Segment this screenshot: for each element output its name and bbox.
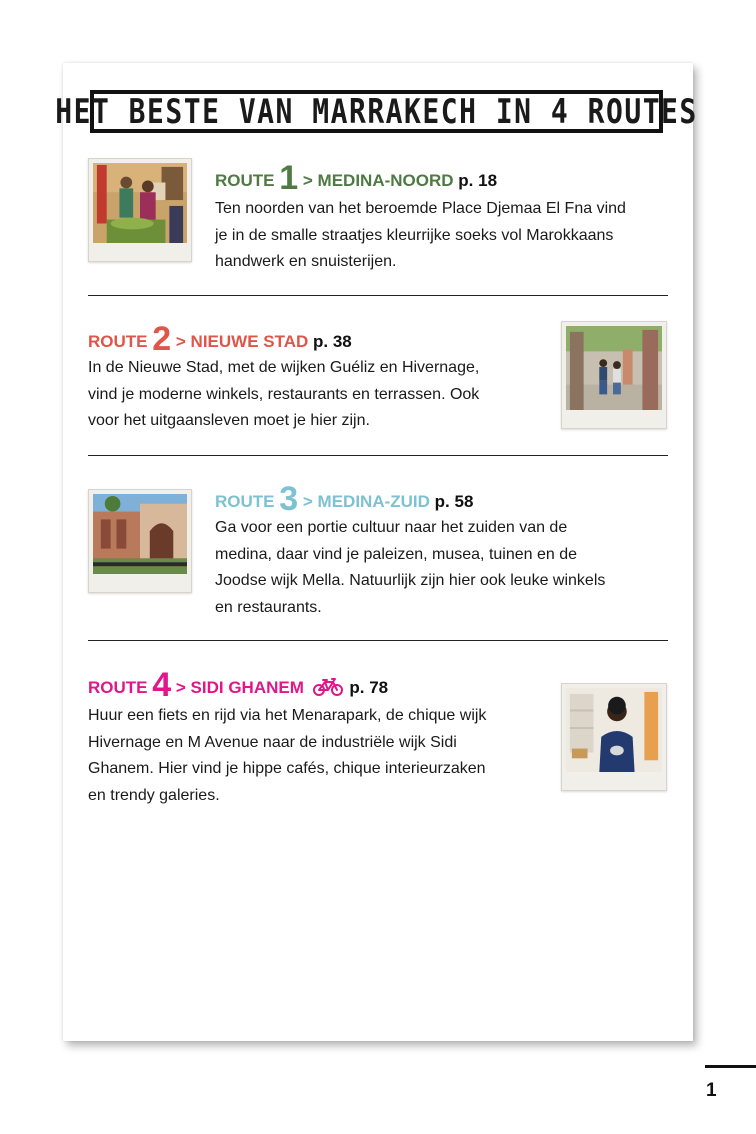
route-2-name: > NIEUWE STAD [175, 332, 309, 351]
route-1-line-2: je in de smalle straatjes kleurrijke soeks vol Marokkaans [215, 226, 614, 244]
route-2-number: 2 [152, 320, 172, 358]
route-1-photo [88, 158, 192, 262]
route-3-name: > MEDINA-ZUID [302, 492, 430, 511]
route-1-line-1: Ten noorden van het beroemde Place Djemaa El Fna vind [215, 200, 626, 217]
route-3-description [215, 515, 675, 621]
route-1-line-3: handwerk en snuisterijen. [215, 253, 397, 270]
route-4-line-2: Hivernage en M Avenue naar de industriële wijk Sidi [88, 733, 457, 751]
route-1-heading [215, 159, 498, 197]
route-3-page-link[interactable]: p. 58 [434, 492, 474, 511]
street-photo-illustration [566, 326, 662, 410]
route-4-label: ROUTE [88, 678, 148, 697]
route-4-heading [88, 666, 389, 704]
route-2-line-3: voor het uitgaansleven moet je hier zijn. [88, 412, 370, 429]
route-4-description [88, 703, 548, 809]
route-3-label: ROUTE [215, 492, 275, 511]
shop-owner-photo-illustration [566, 688, 662, 772]
route-2-heading [88, 320, 352, 358]
route-3-number: 3 [279, 480, 299, 518]
route-3-line-3: Joodse wijk Mella. Natuurlijk zijn hier ook leuke winkels [215, 572, 606, 589]
route-3-line-2: medina, daar vind je paleizen, musea, tuinen en de [215, 545, 578, 563]
bicycle-icon [313, 678, 343, 696]
content-card [55, 63, 698, 1041]
route-1-description [215, 196, 675, 276]
route-4-line-4: en trendy galeries. [88, 786, 220, 804]
route-4-photo [561, 683, 667, 791]
route-2-description [88, 355, 538, 435]
route-1-name: > MEDINA-NOORD [302, 171, 454, 190]
divider-3 [88, 640, 668, 641]
market-photo-illustration [93, 163, 187, 243]
route-4-number: 4 [152, 666, 172, 704]
route-1-label: ROUTE [215, 171, 275, 190]
route-1-page-link[interactable]: p. 18 [458, 171, 498, 190]
page-number: 1 [706, 1080, 717, 1101]
divider-2 [88, 455, 668, 456]
divider-1 [88, 295, 668, 296]
route-4-name: > SIDI GHANEM [175, 678, 304, 697]
route-4-line-1: Huur een fiets en rijd via het Menarapark, de chique wijk [88, 707, 487, 724]
route-4-line-3: Ghanem. Hier vind je hippe cafés, chique interieurzaken [88, 760, 486, 777]
route-3-photo [88, 489, 192, 593]
route-3-line-4: en restaurants. [215, 598, 322, 616]
route-1-number: 1 [279, 159, 299, 197]
route-3-heading [215, 480, 474, 518]
title-banner [55, 90, 698, 133]
palace-photo-illustration [93, 494, 187, 574]
route-4-page-link[interactable]: p. 78 [349, 678, 389, 697]
route-2-line-2: vind je moderne winkels, restaurants en terrassen. Ook [88, 385, 480, 403]
route-2-label: ROUTE [88, 332, 148, 351]
page-number-rule [705, 1065, 756, 1068]
route-2-photo [561, 321, 667, 429]
route-3-line-1: Ga voor een portie cultuur naar het zuiden van de [215, 519, 568, 536]
route-2-page-link[interactable]: p. 38 [313, 332, 352, 351]
route-2-line-1: In de Nieuwe Stad, met de wijken Guéliz en Hivernage, [88, 359, 480, 376]
page-title: HET BESTE VAN MARRAKECH IN 4 ROUTES [55, 91, 698, 132]
